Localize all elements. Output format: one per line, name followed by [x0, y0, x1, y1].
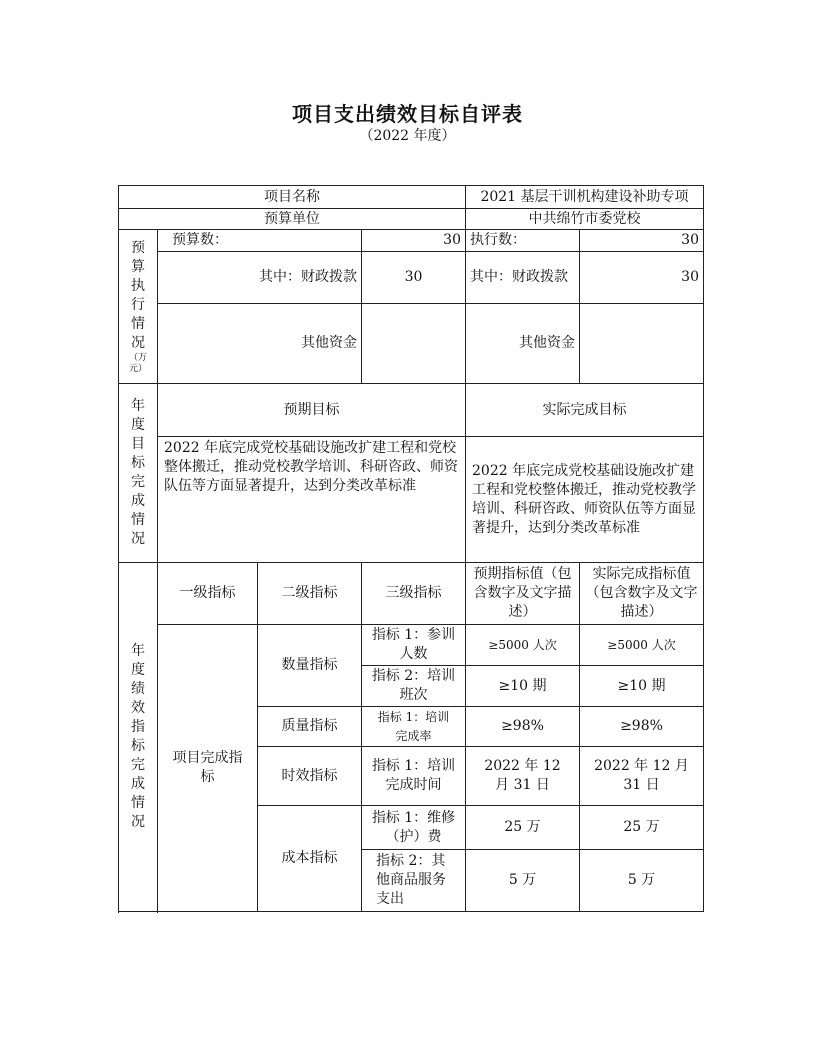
- level1-indicator: 项目完成指标: [158, 625, 258, 912]
- fiscal-exec-value: 30: [580, 252, 704, 304]
- row-goal-headers: [119, 384, 704, 437]
- other-budget-value: [362, 304, 466, 384]
- header-level3: 三级指标: [362, 563, 466, 625]
- actual-value: ≥5000 人次: [580, 625, 704, 666]
- expected-value: ≥98%: [466, 707, 580, 747]
- budget-side-unit: （万元）: [128, 352, 147, 374]
- header-expected-value: 预期指标值（包含数字及文字描述）: [466, 563, 580, 625]
- actual-value: 2022 年 12 月 31 日: [580, 747, 704, 806]
- page-subtitle-year: （2022 年度）: [359, 128, 456, 144]
- table-row: [119, 625, 704, 666]
- expected-value: ≥10 期: [466, 666, 580, 707]
- header-level2: 二级指标: [258, 563, 362, 625]
- actual-goal-header: 实际完成目标: [466, 384, 704, 437]
- actual-value: 5 万: [580, 850, 704, 912]
- level3-indicator: 指标 1：培训完成时间: [362, 747, 466, 806]
- row-budget-totals: [119, 230, 704, 252]
- row-other-funds: [119, 304, 704, 384]
- level3-indicator: 指标 1：参训人数: [362, 625, 466, 666]
- page-title: 项目支出绩效目标自评表: [292, 102, 523, 126]
- other-exec-value: [580, 304, 704, 384]
- budget-amount-value: 30: [362, 230, 466, 252]
- budget-amount-label: 预算数：: [158, 230, 362, 252]
- budget-side-text: 预算执行情况: [131, 239, 145, 351]
- level3-indicator: 指标 2：培训班次: [362, 666, 466, 707]
- level3-indicator: 指标 2：其他商品服务支出: [362, 850, 466, 912]
- actual-value: ≥10 期: [580, 666, 704, 707]
- project-name-label: 项目名称: [119, 186, 466, 209]
- goal-side-label: [119, 384, 158, 563]
- row-project-name: [119, 186, 704, 209]
- expected-value: 5 万: [466, 850, 580, 912]
- expected-goal-header: 预期目标: [158, 384, 466, 437]
- actual-value: 25 万: [580, 806, 704, 850]
- fiscal-budget-value: 30: [362, 252, 466, 304]
- performance-form-table: [118, 185, 704, 912]
- fiscal-budget-label: 其中：财政拨款: [158, 252, 362, 304]
- row-budget-unit: [119, 209, 704, 230]
- row-indicator-headers: [119, 563, 704, 625]
- actual-goal-text: 2022 年底完成党校基础设施改扩建工程和党校整体搬迁，推动党校教学培训、科研咨政、师资队伍等方面显著提升，达到分类改革标准: [466, 437, 704, 563]
- header-actual-value: 实际完成指标值（包含数字及文字描述）: [580, 563, 704, 625]
- budget-side-label: [119, 230, 158, 384]
- header-level1: 一级指标: [158, 563, 258, 625]
- level2-timeliness: 时效指标: [258, 747, 362, 806]
- level3-indicator: 指标 1：培训完成率: [362, 707, 466, 747]
- level3-indicator: 指标 1：维修（护）费: [362, 806, 466, 850]
- fiscal-exec-label: 其中：财政拨款: [466, 252, 580, 304]
- expected-value: 2022 年 12 月 31 日: [466, 747, 580, 806]
- row-goal-content: [119, 437, 704, 563]
- level2-cost: 成本指标: [258, 806, 362, 912]
- goal-side-text: 年度目标完成情况: [131, 398, 145, 547]
- other-budget-label: 其他资金: [158, 304, 362, 384]
- project-name-value: 2021 基层干训机构建设补助专项: [466, 186, 704, 209]
- expected-value: 25 万: [466, 806, 580, 850]
- level2-quality: 质量指标: [258, 707, 362, 747]
- other-exec-label: 其他资金: [466, 304, 580, 384]
- actual-value: ≥98%: [580, 707, 704, 747]
- exec-amount-value: 30: [580, 230, 704, 252]
- level2-quantity: 数量指标: [258, 625, 362, 707]
- indicator-side-label: [119, 563, 158, 912]
- expected-value: ≥5000 人次: [466, 625, 580, 666]
- exec-amount-label: 执行数：: [466, 230, 580, 252]
- expected-goal-text: 2022 年底完成党校基础设施改扩建工程和党校整体搬迁，推动党校教学培训、科研咨政、师资队伍等方面显著提升，达到分类改革标准: [158, 437, 466, 563]
- indicator-side-text: 年度绩效指标完成情况: [131, 643, 145, 830]
- budget-unit-value: 中共绵竹市委党校: [466, 209, 704, 230]
- row-fiscal-allocation: [119, 252, 704, 304]
- budget-unit-label: 预算单位: [119, 209, 466, 230]
